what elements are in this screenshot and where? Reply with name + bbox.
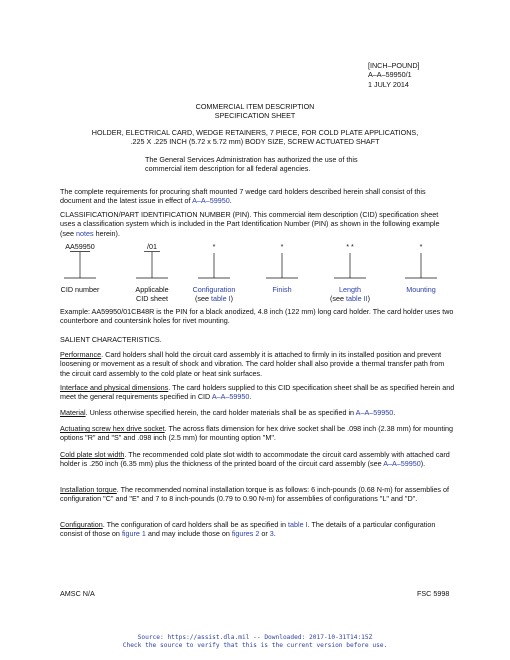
header-date: 1 JULY 2014 — [368, 79, 409, 89]
document-header — [368, 61, 420, 89]
coldplate-heading: Cold plate slot width — [60, 450, 125, 459]
coldplate-text: . The recommended cold plate slot width to accommodate the circuit card assembly with attached card holder is .250 inch (6.35 mm) plus the thickness of the printed board of the circuit card assembly (see — [60, 450, 450, 469]
subject-line-2: .225 X .225 INCH (5.72 x 5.72 mm) BODY SIZE, SCREW ACTUATED SHAFT — [130, 137, 380, 147]
pin-label-length-post: ) — [367, 294, 370, 303]
classification-text-end: herein). — [93, 228, 120, 238]
coldplate-text-end: ). — [420, 459, 426, 469]
pin-label-config-post: ) — [230, 294, 233, 303]
performance-text: . Card holders shall hold the circuit card assembly it is attached to firmly in its installed position and prevent loosening or movement as a result of shock and vibration. The card holder shall also provide a thermal transfer path from the circuit card assembly to the cold plate or heat sink surfaces. — [60, 350, 445, 378]
pin-code-mounting: * — [419, 242, 423, 251]
interface-text-end: . — [249, 392, 252, 402]
configuration-heading: Configuration — [60, 520, 103, 529]
material-paragraph — [60, 408, 455, 417]
pin-label-config — [184, 285, 244, 303]
coldplate-spec-link[interactable]: A–A–59950 — [383, 459, 421, 469]
material-text: . Unless otherwise specified herein, the card holder materials shall be as specified in — [85, 408, 356, 417]
pin-code-cid: AA59950 — [65, 242, 95, 251]
interface-paragraph — [60, 383, 455, 402]
configuration-paragraph — [60, 520, 455, 539]
pin-label-sheet-line2: CID sheet — [136, 294, 168, 303]
source-footer — [0, 634, 510, 650]
pin-label-cid — [50, 285, 110, 294]
source-line-2: Check the source to verify that this is the current version before use. — [122, 642, 388, 649]
pin-label-length-text: Length — [339, 285, 361, 294]
intro-spec-link[interactable]: A–A–59950 — [192, 196, 230, 206]
table-1-link[interactable]: table I — [210, 294, 231, 303]
title-line-2: SPECIFICATION SHEET — [214, 111, 296, 121]
coldplate-paragraph — [60, 450, 455, 469]
pin-label-finish-text: Finish — [272, 285, 292, 294]
material-text-end: . — [393, 408, 396, 417]
performance-heading: Performance — [60, 350, 102, 359]
pin-label-finish — [252, 285, 312, 294]
table-2-link[interactable]: table II — [346, 294, 368, 303]
classification-paragraph — [60, 210, 455, 238]
torque-text: . The recommended nominal installation torque is as follows: 6 inch-pounds (0.68 N-m) for assemblies of configuration "C" and "E" and 7 to 8 inch-pounds (0.79 to 0.90 N-m) for assemblies of configurations "L" and "D". — [60, 485, 449, 504]
authorization-statement — [145, 155, 358, 174]
performance-paragraph — [60, 350, 455, 378]
figure-3-link[interactable]: 3 — [269, 529, 274, 539]
pin-label-sheet — [122, 285, 182, 303]
configuration-text-2: . The details of a particular configuration consist of those on — [60, 520, 436, 539]
pin-label-cid-text: CID number — [60, 285, 100, 294]
actuating-paragraph — [60, 424, 455, 443]
material-spec-link[interactable]: A–A–59950 — [355, 408, 394, 417]
pin-diagram — [60, 241, 460, 301]
configuration-text-1: . The configuration of card holders shall be as specified in — [102, 520, 289, 529]
configuration-text-3: and may include those on — [145, 529, 232, 539]
material-heading: Material — [60, 408, 86, 417]
amsc-label: AMSC N/A — [60, 589, 95, 598]
document-subject — [0, 128, 510, 147]
source-line-1: Source: https://assist.dla.mil -- Downloaded: 2017-10-31T14:15Z — [137, 634, 373, 641]
actuating-heading: Actuating screw hex drive socket — [60, 424, 165, 433]
interface-text: . The card holders supplied to this CID specification sheet shall be as specified herein and meet the general requirements specified in CID — [60, 383, 455, 402]
authorization-line-2: commercial item description for all federal agencies. — [145, 164, 311, 174]
figure-1-link[interactable]: figure 1 — [121, 529, 146, 539]
subject-line-1: HOLDER, ELECTRICAL CARD, WEDGE RETAINERS, 7 PIECE, FOR COLD PLATE APPLICATIONS, — [91, 128, 419, 137]
interface-spec-link[interactable]: A–A–59950 — [211, 392, 250, 402]
pin-code-sheet: /01 — [147, 242, 157, 251]
torque-paragraph — [60, 485, 455, 504]
pin-label-config-pre: (see — [195, 294, 211, 303]
title-line-1: COMMERCIAL ITEM DESCRIPTION — [195, 102, 315, 111]
pin-label-mounting — [391, 285, 451, 294]
pin-code-length: * * — [346, 242, 354, 251]
pin-label-sheet-line1: Applicable — [135, 285, 169, 294]
pin-code-finish: * — [280, 242, 284, 251]
pin-label-config-text: Configuration — [192, 285, 236, 294]
header-doc-number: A–A–59950/1 — [368, 70, 412, 80]
actuating-text: . The across flats dimension for hex drive socket shall be .098 inch (2.38 mm) for mounting options "R" and "S" and .098 inch (2.5 mm) for mounting option "M". — [60, 424, 453, 443]
authorization-line-1: The General Services Administration has authorized the use of this — [145, 155, 358, 164]
intro-paragraph — [60, 187, 455, 206]
example-paragraph: Example: AA59950/01CB48R is the PIN for a black anodized, 4.8 inch (122 mm) long card holder. The card holder uses two counterbore and countersink holes for rivet mounting. — [60, 307, 454, 326]
document-title — [0, 102, 510, 121]
interface-heading: Interface and physical dimensions — [60, 383, 169, 392]
intro-text-end: . — [229, 196, 232, 206]
configuration-text-5: . — [273, 529, 276, 539]
salient-heading: SALIENT CHARACTERISTICS. — [60, 335, 162, 344]
notes-link[interactable]: notes — [75, 228, 94, 238]
pin-code-config: * — [212, 242, 216, 251]
figures-2-link[interactable]: figures 2 — [231, 529, 260, 539]
torque-heading: Installation torque — [60, 485, 117, 494]
configuration-text-4: or — [259, 529, 270, 539]
intro-text: The complete requirements for procuring shaft mounted 7 wedge card holders described herein shall consist of this document and the latest issue in effect of — [60, 187, 426, 206]
classification-text: CLASSIFICATION/PART IDENTIFICATION NUMBER (PIN). This commercial item description (CID) specification sheet uses a classification system which is included in the Part Identification Number (PIN) as shown in the following example (see — [60, 210, 440, 238]
header-units: [INCH–POUND] — [368, 61, 420, 70]
config-table-1-link[interactable]: table I — [288, 520, 308, 529]
fsc-label: FSC 5998 — [417, 589, 450, 598]
pin-label-mounting-text: Mounting — [406, 285, 436, 294]
pin-label-length-pre: (see — [330, 294, 346, 303]
pin-label-length — [320, 285, 380, 303]
